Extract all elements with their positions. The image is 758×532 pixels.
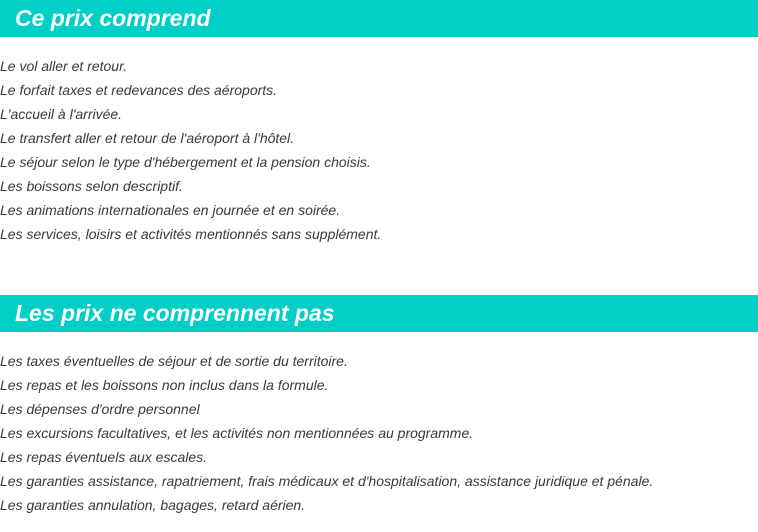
included-item: Le vol aller et retour.: [0, 58, 128, 74]
included-item: Le transfert aller et retour de l'aéroport à l'hôtel.: [0, 130, 295, 146]
included-section-title: Ce prix comprend: [0, 0, 758, 37]
excluded-item: Les repas éventuels aux escales.: [0, 449, 208, 465]
included-item: Le séjour selon le type d'hébergement et la pension choisis.: [0, 154, 371, 170]
excluded-section-title: Les prix ne comprennent pas: [0, 295, 758, 332]
excluded-item: Les repas et les boissons non inclus dans la formule.: [0, 377, 329, 393]
excluded-item: Les garanties annulation, bagages, retard aérien.: [0, 497, 306, 513]
included-item: Les services, loisirs et activités mentionnés sans supplément.: [0, 226, 382, 242]
included-item: L'accueil à l'arrivée.: [0, 106, 123, 122]
excluded-item: Les excursions facultatives, et les activités non mentionnées au programme.: [0, 425, 474, 441]
included-item: Le forfait taxes et redevances des aéroports.: [0, 82, 278, 98]
excluded-item: Les taxes éventuelles de séjour et de sortie du territoire.: [0, 353, 348, 369]
excluded-item: Les dépenses d'ordre personnel: [0, 401, 200, 417]
excluded-item: Les garanties assistance, rapatriement, frais médicaux et d'hospitalisation, assistance juridique et pénale.: [0, 473, 654, 489]
included-list: [0, 54, 381, 246]
included-item: Les animations internationales en journée et en soirée.: [0, 202, 341, 218]
included-item: Les boissons selon descriptif.: [0, 178, 183, 194]
excluded-list: [0, 349, 653, 517]
